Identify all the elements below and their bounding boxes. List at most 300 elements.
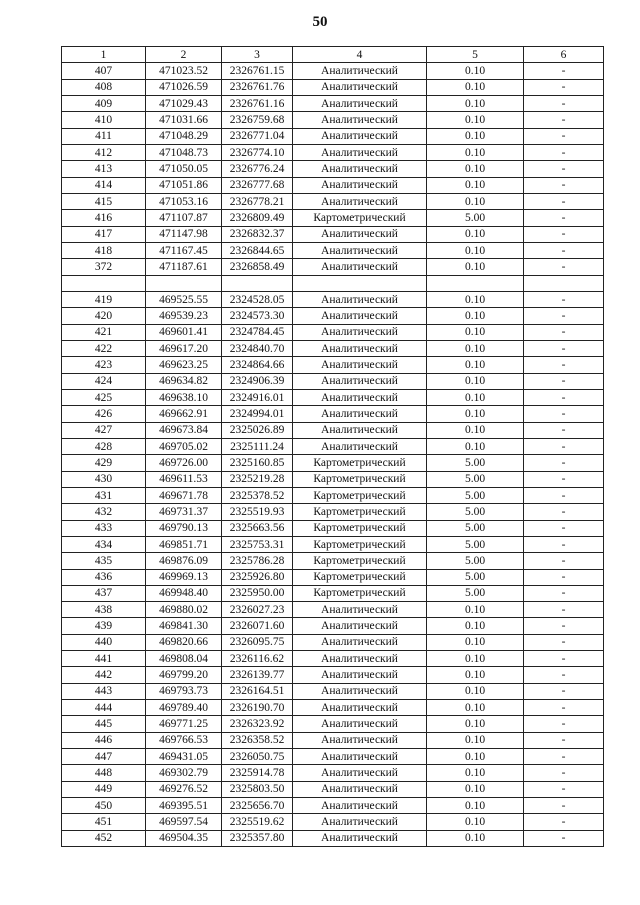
table-cell: Картометрический [293,553,427,569]
table-cell: Картометрический [293,455,427,471]
table-cell: Аналитический [293,324,427,340]
table-cell: - [524,585,604,601]
table-cell: 469808.04 [146,651,222,667]
table-row [62,112,604,128]
table-row [62,389,604,405]
table-cell: - [524,700,604,716]
table-cell: 471147.98 [146,226,222,242]
table-row [62,422,604,438]
table-cell: 469276.52 [146,781,222,797]
table-cell: - [524,683,604,699]
table-cell: 2326759.68 [222,112,293,128]
table-row [62,487,604,503]
table-cell: 2325753.31 [222,536,293,552]
table-cell: Картометрический [293,487,427,503]
table-row [62,161,604,177]
table-cell: 0.10 [427,389,524,405]
table-cell: 0.10 [427,291,524,307]
table-row [62,308,604,324]
table-cell: Аналитический [293,700,427,716]
table-cell: 0.10 [427,618,524,634]
table-cell: 469799.20 [146,667,222,683]
table-cell: 446 [62,732,146,748]
table-cell: 0.10 [427,79,524,95]
table-cell: 0.10 [427,226,524,242]
table-cell: - [524,79,604,95]
table-cell: - [524,520,604,536]
table-cell: 469611.53 [146,471,222,487]
table-cell: 432 [62,504,146,520]
table-row [62,749,604,765]
table-cell: 0.10 [427,324,524,340]
table-row [62,144,604,160]
table-cell: 434 [62,536,146,552]
table-row [62,634,604,650]
table-cell [524,275,604,291]
table-cell: 2325786.28 [222,553,293,569]
table-cell: 469790.13 [146,520,222,536]
table-cell: - [524,128,604,144]
table-cell: 0.10 [427,438,524,454]
table-cell: - [524,634,604,650]
table-cell: - [524,291,604,307]
table-cell: 469539.23 [146,308,222,324]
table-cell: 2326777.68 [222,177,293,193]
table-cell: 2326761.15 [222,63,293,79]
table-row [62,210,604,226]
table-cell: 2326771.04 [222,128,293,144]
table-cell: 430 [62,471,146,487]
table-cell: - [524,95,604,111]
table-cell: - [524,373,604,389]
table-cell: 2326050.75 [222,749,293,765]
table-row [62,602,604,618]
table-cell: 2324573.30 [222,308,293,324]
table-cell: - [524,536,604,552]
table-row [62,438,604,454]
table-cell: 0.10 [427,634,524,650]
table-cell: - [524,308,604,324]
table-cell: - [524,63,604,79]
table-row [62,716,604,732]
table-row [62,569,604,585]
table-cell [146,275,222,291]
table-cell: 439 [62,618,146,634]
table-cell: 0.10 [427,602,524,618]
table-cell: 0.10 [427,716,524,732]
table-cell: 471167.45 [146,242,222,258]
table-cell: 2325803.50 [222,781,293,797]
table-cell: - [524,504,604,520]
table-cell: - [524,422,604,438]
table-cell: 471029.43 [146,95,222,111]
table-cell: 469671.78 [146,487,222,503]
table-cell: - [524,716,604,732]
table-cell: 2324840.70 [222,340,293,356]
table-cell: 471031.66 [146,112,222,128]
table-cell: Картометрический [293,471,427,487]
table-cell: 2325378.52 [222,487,293,503]
table-cell: - [524,438,604,454]
table-cell: 0.10 [427,830,524,846]
table-cell: 5.00 [427,504,524,520]
table-row [62,242,604,258]
table-cell: 0.10 [427,177,524,193]
table-cell: 0.10 [427,340,524,356]
table-cell: 409 [62,95,146,111]
table-body [62,47,604,847]
table-cell: - [524,161,604,177]
table-cell: 433 [62,520,146,536]
table-cell: 423 [62,357,146,373]
table-cell: 412 [62,144,146,160]
table-cell: Картометрический [293,536,427,552]
table-cell: 469504.35 [146,830,222,846]
table-cell: 469880.02 [146,602,222,618]
table-cell: 0.10 [427,144,524,160]
table-row [62,700,604,716]
table-cell: Аналитический [293,308,427,324]
table-cell: 2325914.78 [222,765,293,781]
table-cell: 441 [62,651,146,667]
table-cell: Аналитический [293,193,427,209]
table-cell: 0.10 [427,95,524,111]
table-cell: 469638.10 [146,389,222,405]
table-cell: 2324906.39 [222,373,293,389]
table-cell: 471107.87 [146,210,222,226]
table-cell: 420 [62,308,146,324]
table-cell: 0.10 [427,732,524,748]
table-cell: 418 [62,242,146,258]
table-cell: - [524,324,604,340]
table-row [62,340,604,356]
table-cell: 471026.59 [146,79,222,95]
table-cell: 0.10 [427,63,524,79]
table-cell: 5.00 [427,487,524,503]
table-cell: 2325950.00 [222,585,293,601]
table-cell: Аналитический [293,357,427,373]
table-cell: Картометрический [293,210,427,226]
table-cell: - [524,259,604,275]
table-cell: Аналитический [293,618,427,634]
table-cell: 422 [62,340,146,356]
table-cell: 2326095.75 [222,634,293,650]
table-cell: 469623.25 [146,357,222,373]
table-cell: 5.00 [427,585,524,601]
table-row [62,95,604,111]
table-cell [62,275,146,291]
table-cell: 2326027.23 [222,602,293,618]
table-cell: - [524,602,604,618]
table-cell: 5.00 [427,455,524,471]
table-cell: 469851.71 [146,536,222,552]
table-cell: 0.10 [427,128,524,144]
table-cell: 431 [62,487,146,503]
table-cell: 2326761.76 [222,79,293,95]
table-cell: Аналитический [293,389,427,405]
table-cell: 2325026.89 [222,422,293,438]
table-cell: 2324784.45 [222,324,293,340]
table-cell: 5.00 [427,210,524,226]
table-cell: - [524,144,604,160]
table-cell: 471051.86 [146,177,222,193]
table-cell: Картометрический [293,520,427,536]
table-cell: 5.00 [427,569,524,585]
table-row [62,63,604,79]
table-cell: 413 [62,161,146,177]
table-row [62,814,604,830]
table-cell: Аналитический [293,732,427,748]
table-row [62,798,604,814]
table-cell: 2326809.49 [222,210,293,226]
table-row [62,504,604,520]
table-cell: 2325519.62 [222,814,293,830]
table-cell: 2325519.93 [222,504,293,520]
table-cell: 410 [62,112,146,128]
table-cell: - [524,618,604,634]
table-cell: 2326774.10 [222,144,293,160]
table-row [62,406,604,422]
table-cell: 426 [62,406,146,422]
column-header: 3 [222,47,293,63]
table-cell: Аналитический [293,814,427,830]
table-row [62,193,604,209]
table-cell: Аналитический [293,716,427,732]
table-cell [427,275,524,291]
table-cell: 471050.05 [146,161,222,177]
table-row [62,520,604,536]
table-cell: 427 [62,422,146,438]
column-header: 5 [427,47,524,63]
table-cell [222,275,293,291]
table-cell: 0.10 [427,308,524,324]
table-cell: 0.10 [427,259,524,275]
table-row [62,455,604,471]
table-row [62,357,604,373]
table-cell: 0.10 [427,422,524,438]
table-cell: 469662.91 [146,406,222,422]
table-cell: Аналитический [293,602,427,618]
table-cell: 2326858.49 [222,259,293,275]
table-cell: 408 [62,79,146,95]
table-cell: 0.10 [427,765,524,781]
table-cell: 415 [62,193,146,209]
table-cell: 469617.20 [146,340,222,356]
table-cell: 440 [62,634,146,650]
table-row [62,732,604,748]
table-row [62,373,604,389]
table-cell: - [524,732,604,748]
table-cell: 0.10 [427,667,524,683]
table-cell: 0.10 [427,700,524,716]
column-header: 6 [524,47,604,63]
table-cell: 5.00 [427,471,524,487]
table-cell: 2325926.80 [222,569,293,585]
table-cell: Аналитический [293,63,427,79]
table-cell [293,275,427,291]
table-cell: 372 [62,259,146,275]
table-cell: 419 [62,291,146,307]
table-cell: 444 [62,700,146,716]
table-cell: 421 [62,324,146,340]
table-cell: 2326139.77 [222,667,293,683]
table-cell: - [524,471,604,487]
table-cell: 2326761.16 [222,95,293,111]
table-cell: - [524,781,604,797]
table-row [62,781,604,797]
table-cell: Аналитический [293,79,427,95]
table-cell: Аналитический [293,242,427,258]
table-cell: Аналитический [293,144,427,160]
table-cell: Аналитический [293,830,427,846]
table-cell: Аналитический [293,765,427,781]
table-cell: 469705.02 [146,438,222,454]
table-cell: - [524,455,604,471]
table-cell: 448 [62,765,146,781]
table-row [62,471,604,487]
table-cell: 0.10 [427,651,524,667]
table-cell: 0.10 [427,683,524,699]
table-cell: - [524,177,604,193]
table-cell: Аналитический [293,667,427,683]
table-cell: 0.10 [427,112,524,128]
page-number: 50 [312,14,328,30]
table-cell: 469820.66 [146,634,222,650]
table-cell: 451 [62,814,146,830]
table-cell: 0.10 [427,814,524,830]
table-cell: - [524,242,604,258]
table-cell: Аналитический [293,161,427,177]
table-cell: 469726.00 [146,455,222,471]
table-cell: 0.10 [427,161,524,177]
table-cell: Аналитический [293,373,427,389]
table-cell: 414 [62,177,146,193]
table-cell: 471023.52 [146,63,222,79]
table-cell: Картометрический [293,585,427,601]
table-row [62,618,604,634]
table-cell: Аналитический [293,651,427,667]
table-cell: 442 [62,667,146,683]
table-row [62,765,604,781]
table-cell: Аналитический [293,406,427,422]
table-cell: - [524,357,604,373]
table-cell: 5.00 [427,536,524,552]
table-cell: 425 [62,389,146,405]
table-cell: Аналитический [293,683,427,699]
table-row [62,275,604,291]
table-cell: 0.10 [427,781,524,797]
table-cell: - [524,340,604,356]
table-cell: 0.10 [427,357,524,373]
table-cell: Аналитический [293,226,427,242]
table-cell: 0.10 [427,373,524,389]
table-cell: - [524,765,604,781]
table-cell: 411 [62,128,146,144]
table-row [62,651,604,667]
column-header: 2 [146,47,222,63]
column-header: 4 [293,47,427,63]
table-cell: 2324916.01 [222,389,293,405]
table-cell: 2325357.80 [222,830,293,846]
table-row [62,585,604,601]
table-cell: - [524,389,604,405]
table-cell: 469525.55 [146,291,222,307]
table-cell: 469789.40 [146,700,222,716]
table-cell: 438 [62,602,146,618]
table-cell: - [524,798,604,814]
table-cell: - [524,112,604,128]
table-cell: - [524,553,604,569]
table-row [62,259,604,275]
table-cell: 469634.82 [146,373,222,389]
table-row [62,830,604,846]
table-cell: 0.10 [427,242,524,258]
table-cell: 471048.29 [146,128,222,144]
table-cell: 450 [62,798,146,814]
table-cell: 469948.40 [146,585,222,601]
table-cell: 2325656.70 [222,798,293,814]
table-cell: - [524,749,604,765]
table-cell: - [524,830,604,846]
table-cell: 452 [62,830,146,846]
table-row [62,79,604,95]
table-cell: 469876.09 [146,553,222,569]
table-cell: 0.10 [427,193,524,209]
table-cell: Аналитический [293,291,427,307]
table-cell: 5.00 [427,520,524,536]
table-cell: 0.10 [427,749,524,765]
table-cell: 469597.54 [146,814,222,830]
table-cell: Аналитический [293,798,427,814]
table-cell: - [524,193,604,209]
table-row [62,536,604,552]
table-cell: 2326190.70 [222,700,293,716]
table-cell: 447 [62,749,146,765]
table-cell: Картометрический [293,504,427,520]
table-cell: 2326358.52 [222,732,293,748]
table-cell: 2324864.66 [222,357,293,373]
table-row [62,667,604,683]
table-cell: 2326778.21 [222,193,293,209]
table-cell: 2326323.92 [222,716,293,732]
table-cell: 417 [62,226,146,242]
table-cell: 469841.30 [146,618,222,634]
table-cell: 5.00 [427,553,524,569]
table-cell: 2325160.85 [222,455,293,471]
column-header: 1 [62,47,146,63]
table-cell: 469302.79 [146,765,222,781]
table-row [62,553,604,569]
table-cell: 471187.61 [146,259,222,275]
table-cell: 2326071.60 [222,618,293,634]
table-cell: 429 [62,455,146,471]
table-cell: 443 [62,683,146,699]
table-cell: 2325663.56 [222,520,293,536]
table-cell: 469766.53 [146,732,222,748]
table-row [62,291,604,307]
table-cell: 2326164.51 [222,683,293,699]
table-cell: Аналитический [293,438,427,454]
table-cell: 2326844.65 [222,242,293,258]
table-cell: Аналитический [293,112,427,128]
table-cell: 0.10 [427,798,524,814]
table-cell: 2326776.24 [222,161,293,177]
table-cell: Аналитический [293,422,427,438]
table-row [62,128,604,144]
table-cell: Аналитический [293,259,427,275]
table-cell: Аналитический [293,95,427,111]
table-cell: 437 [62,585,146,601]
